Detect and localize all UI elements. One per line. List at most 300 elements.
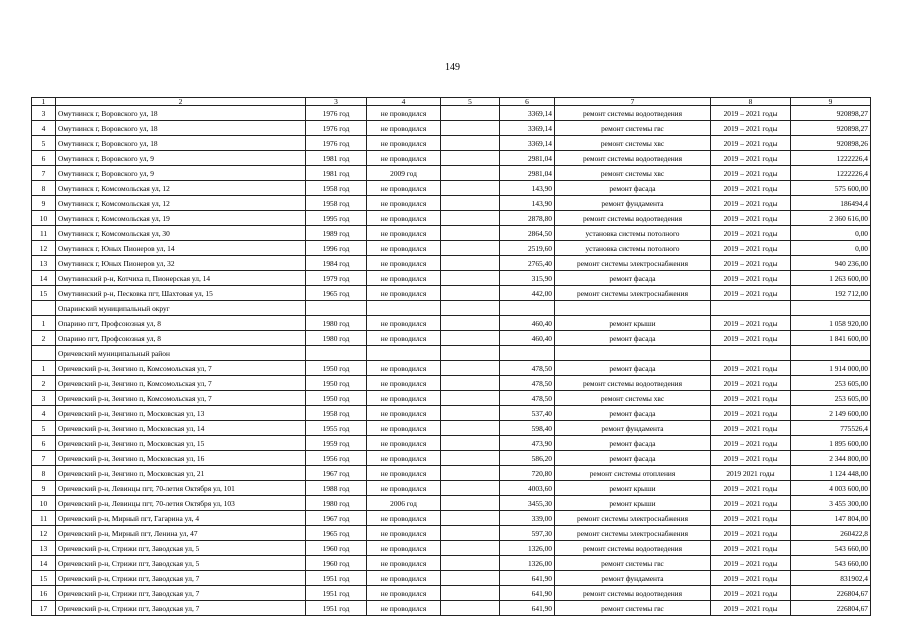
cell-address: Омутнинский р-н, Песковка пгт, Шахтовая ул, 15	[56, 286, 306, 301]
cell-col-5	[441, 361, 500, 376]
cell-col-5	[441, 541, 500, 556]
cell-col-5	[441, 526, 500, 541]
cell-period: 2019 – 2021 годы	[711, 181, 791, 196]
cell-work-type: ремонт системы водоотведения	[555, 211, 711, 226]
cell-address: Оричевский р-н, Зенгино п, Комсомольская ул, 7	[56, 376, 306, 391]
cell-build-year: 1955 год	[306, 421, 367, 436]
column-header-3: 3	[306, 98, 367, 106]
cell-address: Омутнинск г, Воровского ул, 18	[56, 136, 306, 151]
cell-build-year: 1959 год	[306, 436, 367, 451]
cell-area: 473,90	[500, 436, 555, 451]
cell-address: Оричевский р-н, Стрижи пгт, Заводская ул, 7	[56, 571, 306, 586]
cell-last-repair-year: не проводился	[367, 226, 441, 241]
section-label: Оричевский муниципальный район	[56, 346, 306, 361]
cell-cost: 253 605,00	[791, 391, 871, 406]
table-row	[32, 196, 871, 211]
cell-address: Омутнинск г, Комсомольская ул, 12	[56, 196, 306, 211]
cell-area: 460,40	[500, 316, 555, 331]
cell-col-5	[441, 196, 500, 211]
cell-cost: 2 344 800,00	[791, 451, 871, 466]
cell-address: Опарино пгт, Профсоюзная ул, 8	[56, 316, 306, 331]
cell-address: Омутнинск г, Комсомольская ул, 30	[56, 226, 306, 241]
cell-address: Омутнинск г, Комсомольская ул, 12	[56, 181, 306, 196]
table-row	[32, 601, 871, 616]
column-header-4: 4	[367, 98, 441, 106]
cell-col-5	[441, 556, 500, 571]
cell-cost: 226804,67	[791, 586, 871, 601]
cell-address: Оричевский р-н, Стрижи пгт, Заводская ул, 7	[56, 601, 306, 616]
cell-col-5	[441, 466, 500, 481]
cell-row-number: 12	[32, 526, 56, 541]
cell-col-5	[441, 166, 500, 181]
cell-work-type: ремонт системы водоотведения	[555, 376, 711, 391]
cell-area: 3369,14	[500, 121, 555, 136]
cell-cost: 920898,26	[791, 136, 871, 151]
cell-row-number: 10	[32, 496, 56, 511]
column-header-row	[32, 98, 871, 106]
cell-area: 2878,80	[500, 211, 555, 226]
cell-last-repair-year: не проводился	[367, 256, 441, 271]
cell-period: 2019 – 2021 годы	[711, 496, 791, 511]
cell-last-repair-year: не проводился	[367, 151, 441, 166]
table-row	[32, 496, 871, 511]
cell-last-repair-year: не проводился	[367, 331, 441, 346]
table-row	[32, 436, 871, 451]
cell-col-5	[441, 106, 500, 121]
cell-period: 2019 – 2021 годы	[711, 586, 791, 601]
cell-area: 4003,60	[500, 481, 555, 496]
cell-address: Оричевский р-н, Стрижи пгт, Заводская ул, 5	[56, 541, 306, 556]
table-row	[32, 286, 871, 301]
table-row	[32, 556, 871, 571]
cell-cost: 1 263 600,00	[791, 271, 871, 286]
cell-area: 478,50	[500, 376, 555, 391]
cell-work-type: ремонт системы электроснабжения	[555, 526, 711, 541]
cell-work-type: ремонт системы хвс	[555, 391, 711, 406]
cell-col-5	[441, 151, 500, 166]
cell-row-number: 14	[32, 271, 56, 286]
cell-work-type: ремонт системы хвс	[555, 166, 711, 181]
cell-build-year: 1951 год	[306, 571, 367, 586]
cell-col-5	[441, 331, 500, 346]
cell-area: 478,50	[500, 361, 555, 376]
cell-cost: 0,00	[791, 241, 871, 256]
cell-col-5	[441, 271, 500, 286]
cell-last-repair-year: не проводился	[367, 121, 441, 136]
cell-cost: 4 003 600,00	[791, 481, 871, 496]
table-row	[32, 481, 871, 496]
cell-work-type: ремонт фундамента	[555, 421, 711, 436]
cell-area: 1326,00	[500, 556, 555, 571]
table-row	[32, 166, 871, 181]
section-cell-empty	[711, 301, 791, 316]
cell-col-5	[441, 436, 500, 451]
cell-last-repair-year: не проводился	[367, 541, 441, 556]
cell-build-year: 1996 год	[306, 241, 367, 256]
cell-work-type: ремонт системы водоотведения	[555, 151, 711, 166]
cell-address: Омутнинск г, Воровского ул, 9	[56, 166, 306, 181]
cell-cost: 147 804,00	[791, 511, 871, 526]
section-label: Опаринский муниципальный округ	[56, 301, 306, 316]
cell-period: 2019 – 2021 годы	[711, 316, 791, 331]
table-row	[32, 316, 871, 331]
cell-last-repair-year: не проводился	[367, 361, 441, 376]
cell-row-number: 8	[32, 181, 56, 196]
cell-build-year: 1958 год	[306, 196, 367, 211]
cell-col-5	[441, 601, 500, 616]
cell-work-type: установка системы потолного	[555, 241, 711, 256]
cell-area: 597,30	[500, 526, 555, 541]
cell-address: Омутнинский р-н, Котчиха п, Пионерская ул, 14	[56, 271, 306, 286]
cell-period: 2019 – 2021 годы	[711, 571, 791, 586]
cell-build-year: 1960 год	[306, 556, 367, 571]
section-cell-empty	[367, 346, 441, 361]
cell-build-year: 1976 год	[306, 106, 367, 121]
cell-cost: 775526,4	[791, 421, 871, 436]
cell-address: Оричевский р-н, Зенгино п, Московская ул, 13	[56, 406, 306, 421]
cell-area: 2765,40	[500, 256, 555, 271]
cell-build-year: 1981 год	[306, 166, 367, 181]
column-header-5: 5	[441, 98, 500, 106]
cell-row-number: 2	[32, 331, 56, 346]
cell-area: 586,20	[500, 451, 555, 466]
cell-last-repair-year: не проводился	[367, 421, 441, 436]
section-cell-empty	[711, 346, 791, 361]
cell-work-type: ремонт крыши	[555, 481, 711, 496]
cell-build-year: 1984 год	[306, 256, 367, 271]
cell-area: 460,40	[500, 331, 555, 346]
cell-cost: 831902,4	[791, 571, 871, 586]
cell-period: 2019 – 2021 годы	[711, 166, 791, 181]
cell-build-year: 1951 год	[306, 586, 367, 601]
table-row	[32, 181, 871, 196]
section-cell-number	[32, 301, 56, 316]
cell-period: 2019 – 2021 годы	[711, 376, 791, 391]
cell-area: 315,90	[500, 271, 555, 286]
table-row	[32, 586, 871, 601]
cell-build-year: 1958 год	[306, 181, 367, 196]
cell-area: 2981,04	[500, 151, 555, 166]
cell-last-repair-year: не проводился	[367, 601, 441, 616]
cell-row-number: 9	[32, 196, 56, 211]
cell-col-5	[441, 586, 500, 601]
section-cell-empty	[500, 301, 555, 316]
cell-area: 3455,30	[500, 496, 555, 511]
cell-last-repair-year: 2006 год	[367, 496, 441, 511]
cell-period: 2019 – 2021 годы	[711, 601, 791, 616]
table-row	[32, 361, 871, 376]
cell-area: 641,90	[500, 601, 555, 616]
cell-row-number: 4	[32, 121, 56, 136]
cell-cost: 226804,67	[791, 601, 871, 616]
cell-cost: 1222226,4	[791, 151, 871, 166]
cell-work-type: установка системы потолного	[555, 226, 711, 241]
cell-build-year: 1965 год	[306, 286, 367, 301]
table-row	[32, 391, 871, 406]
cell-work-type: ремонт системы отопления	[555, 466, 711, 481]
cell-period: 2019 – 2021 годы	[711, 136, 791, 151]
cell-period: 2019 – 2021 годы	[711, 286, 791, 301]
cell-work-type: ремонт фасада	[555, 436, 711, 451]
cell-work-type: ремонт системы гвс	[555, 121, 711, 136]
cell-cost: 543 660,00	[791, 541, 871, 556]
cell-last-repair-year: не проводился	[367, 391, 441, 406]
cell-col-5	[441, 256, 500, 271]
cell-work-type: ремонт фундамента	[555, 196, 711, 211]
cell-area: 2864,50	[500, 226, 555, 241]
table-row	[32, 241, 871, 256]
cell-build-year: 1950 год	[306, 391, 367, 406]
cell-period: 2019 – 2021 годы	[711, 121, 791, 136]
cell-col-5	[441, 121, 500, 136]
cell-row-number: 13	[32, 541, 56, 556]
cell-col-5	[441, 406, 500, 421]
cell-work-type: ремонт фасада	[555, 271, 711, 286]
cell-work-type: ремонт фасада	[555, 331, 711, 346]
cell-address: Оричевский р-н, Стрижи пгт, Заводская ул, 7	[56, 586, 306, 601]
cell-period: 2019 – 2021 годы	[711, 421, 791, 436]
cell-work-type: ремонт фасада	[555, 361, 711, 376]
cell-row-number: 2	[32, 376, 56, 391]
cell-build-year: 1950 год	[306, 376, 367, 391]
table-row	[32, 466, 871, 481]
cell-cost: 3 455 300,00	[791, 496, 871, 511]
cell-row-number: 5	[32, 136, 56, 151]
section-row	[32, 301, 871, 316]
cell-address: Оричевский р-н, Зенгино п, Московская ул, 21	[56, 466, 306, 481]
cell-period: 2019 – 2021 годы	[711, 361, 791, 376]
cell-col-5	[441, 421, 500, 436]
cell-area: 2981,04	[500, 166, 555, 181]
cell-area: 2519,60	[500, 241, 555, 256]
cell-address: Омутнинск г, Комсомольская ул, 19	[56, 211, 306, 226]
cell-address: Омутнинск г, Юных Пионеров ул, 32	[56, 256, 306, 271]
cell-build-year: 1981 год	[306, 151, 367, 166]
section-cell-empty	[367, 301, 441, 316]
cell-row-number: 14	[32, 556, 56, 571]
cell-last-repair-year: не проводился	[367, 211, 441, 226]
cell-col-5	[441, 241, 500, 256]
cell-address: Оричевский р-н, Зенгино п, Московская ул, 16	[56, 451, 306, 466]
cell-area: 478,50	[500, 391, 555, 406]
cell-work-type: ремонт системы электроснабжения	[555, 256, 711, 271]
cell-col-5	[441, 391, 500, 406]
cell-cost: 260422,8	[791, 526, 871, 541]
cell-last-repair-year: не проводился	[367, 316, 441, 331]
cell-last-repair-year: не проводился	[367, 556, 441, 571]
cell-period: 2019 – 2021 годы	[711, 391, 791, 406]
cell-cost: 1 895 600,00	[791, 436, 871, 451]
section-cell-empty	[555, 346, 711, 361]
cell-last-repair-year: не проводился	[367, 406, 441, 421]
cell-row-number: 17	[32, 601, 56, 616]
table-row	[32, 571, 871, 586]
section-cell-empty	[791, 346, 871, 361]
cell-area: 442,00	[500, 286, 555, 301]
cell-last-repair-year: не проводился	[367, 136, 441, 151]
cell-address: Оричевский р-н, Зенгино п, Комсомольская ул, 7	[56, 361, 306, 376]
table-row	[32, 106, 871, 121]
cell-period: 2019 – 2021 годы	[711, 451, 791, 466]
cell-last-repair-year: не проводился	[367, 466, 441, 481]
cell-row-number: 12	[32, 241, 56, 256]
column-header-8: 8	[711, 98, 791, 106]
section-cell-empty	[500, 346, 555, 361]
cell-cost: 2 149 600,00	[791, 406, 871, 421]
cell-build-year: 1958 год	[306, 406, 367, 421]
cell-work-type: ремонт фундамента	[555, 571, 711, 586]
table-row	[32, 451, 871, 466]
cell-row-number: 11	[32, 226, 56, 241]
cell-last-repair-year: не проводился	[367, 271, 441, 286]
cell-address: Омутнинск г, Воровского ул, 18	[56, 106, 306, 121]
cell-build-year: 1980 год	[306, 331, 367, 346]
cell-build-year: 1951 год	[306, 601, 367, 616]
cell-cost: 1 914 000,00	[791, 361, 871, 376]
cell-work-type: ремонт фасада	[555, 451, 711, 466]
cell-row-number: 8	[32, 466, 56, 481]
cell-build-year: 1980 год	[306, 316, 367, 331]
cell-period: 2019 – 2021 годы	[711, 196, 791, 211]
cell-period: 2019 – 2021 годы	[711, 436, 791, 451]
cell-area: 3369,14	[500, 136, 555, 151]
cell-col-5	[441, 181, 500, 196]
table-row	[32, 211, 871, 226]
cell-cost: 186494,4	[791, 196, 871, 211]
cell-area: 720,80	[500, 466, 555, 481]
cell-period: 2019 – 2021 годы	[711, 481, 791, 496]
cell-address: Оричевский р-н, Зенгино п, Московская ул, 15	[56, 436, 306, 451]
cell-build-year: 1976 год	[306, 121, 367, 136]
cell-row-number: 1	[32, 361, 56, 376]
cell-period: 2019 – 2021 годы	[711, 211, 791, 226]
cell-row-number: 6	[32, 436, 56, 451]
section-cell-empty	[306, 346, 367, 361]
cell-row-number: 6	[32, 151, 56, 166]
cell-last-repair-year: не проводился	[367, 106, 441, 121]
cell-address: Опарино пгт, Профсоюзная ул, 8	[56, 331, 306, 346]
section-cell-empty	[791, 301, 871, 316]
table-row	[32, 136, 871, 151]
table-row	[32, 541, 871, 556]
cell-col-5	[441, 496, 500, 511]
cell-cost: 940 236,00	[791, 256, 871, 271]
cell-work-type: ремонт системы гвс	[555, 601, 711, 616]
cell-address: Омутнинск г, Воровского ул, 18	[56, 121, 306, 136]
cell-row-number: 3	[32, 391, 56, 406]
section-cell-empty	[441, 301, 500, 316]
table-row	[32, 376, 871, 391]
cell-address: Оричевский р-н, Зенгино п, Комсомольская ул, 7	[56, 391, 306, 406]
cell-last-repair-year: не проводился	[367, 586, 441, 601]
cell-address: Оричевский р-н, Левинцы пгт, 70-летия Октября ул, 103	[56, 496, 306, 511]
table-row	[32, 406, 871, 421]
table-row	[32, 151, 871, 166]
cell-work-type: ремонт крыши	[555, 316, 711, 331]
cell-build-year: 1960 год	[306, 541, 367, 556]
cell-build-year: 1995 год	[306, 211, 367, 226]
cell-period: 2019 – 2021 годы	[711, 226, 791, 241]
cell-col-5	[441, 316, 500, 331]
cell-area: 339,00	[500, 511, 555, 526]
cell-col-5	[441, 511, 500, 526]
cell-build-year: 1979 год	[306, 271, 367, 286]
cell-row-number: 3	[32, 106, 56, 121]
column-header-1: 1	[32, 98, 56, 106]
cell-last-repair-year: не проводился	[367, 526, 441, 541]
table-row	[32, 226, 871, 241]
cell-period: 2019 – 2021 годы	[711, 256, 791, 271]
cell-row-number: 15	[32, 286, 56, 301]
cell-period: 2019 – 2021 годы	[711, 556, 791, 571]
cell-last-repair-year: не проводился	[367, 181, 441, 196]
cell-col-5	[441, 226, 500, 241]
cell-area: 598,40	[500, 421, 555, 436]
cell-build-year: 1976 год	[306, 136, 367, 151]
cell-last-repair-year: не проводился	[367, 436, 441, 451]
cell-area: 143,90	[500, 196, 555, 211]
cell-area: 641,90	[500, 586, 555, 601]
column-header-2: 2	[56, 98, 306, 106]
column-header-6: 6	[500, 98, 555, 106]
cell-area: 1326,00	[500, 541, 555, 556]
table-row	[32, 256, 871, 271]
cell-row-number: 10	[32, 211, 56, 226]
section-cell-empty	[306, 301, 367, 316]
cell-build-year: 1967 год	[306, 511, 367, 526]
cell-build-year: 1967 год	[306, 466, 367, 481]
cell-col-5	[441, 481, 500, 496]
cell-work-type: ремонт системы водоотведения	[555, 541, 711, 556]
cell-build-year: 1989 год	[306, 226, 367, 241]
cell-cost: 920898,27	[791, 121, 871, 136]
cell-last-repair-year: не проводился	[367, 481, 441, 496]
cell-cost: 1222226,4	[791, 166, 871, 181]
cell-last-repair-year: не проводился	[367, 196, 441, 211]
cell-row-number: 13	[32, 256, 56, 271]
cell-work-type: ремонт системы водоотведения	[555, 586, 711, 601]
cell-col-5	[441, 136, 500, 151]
cell-period: 2019 – 2021 годы	[711, 511, 791, 526]
page-number: 149	[445, 62, 460, 73]
cell-work-type: ремонт крыши	[555, 496, 711, 511]
cell-cost: 0,00	[791, 226, 871, 241]
cell-address: Оричевский р-н, Мирный пгт, Гагарина ул, 4	[56, 511, 306, 526]
cell-work-type: ремонт фасада	[555, 406, 711, 421]
cell-row-number: 15	[32, 571, 56, 586]
cell-row-number: 7	[32, 451, 56, 466]
cell-last-repair-year: не проводился	[367, 286, 441, 301]
table-row	[32, 421, 871, 436]
cell-period: 2019 – 2021 годы	[711, 241, 791, 256]
cell-build-year: 1980 год	[306, 496, 367, 511]
cell-last-repair-year: не проводился	[367, 241, 441, 256]
section-row	[32, 346, 871, 361]
cell-period: 2019 – 2021 годы	[711, 271, 791, 286]
cell-cost: 543 660,00	[791, 556, 871, 571]
cell-last-repair-year: не проводился	[367, 511, 441, 526]
cell-col-5	[441, 286, 500, 301]
cell-col-5	[441, 451, 500, 466]
section-cell-number	[32, 346, 56, 361]
column-header-7: 7	[555, 98, 711, 106]
cell-address: Оричевский р-н, Левинцы пгт, 70-летия Октября ул, 101	[56, 481, 306, 496]
cell-address: Омутнинск г, Юных Пионеров ул, 14	[56, 241, 306, 256]
cell-last-repair-year: 2009 год	[367, 166, 441, 181]
cell-row-number: 16	[32, 586, 56, 601]
cell-period: 2019 – 2021 годы	[711, 106, 791, 121]
cell-period: 2019 – 2021 годы	[711, 406, 791, 421]
